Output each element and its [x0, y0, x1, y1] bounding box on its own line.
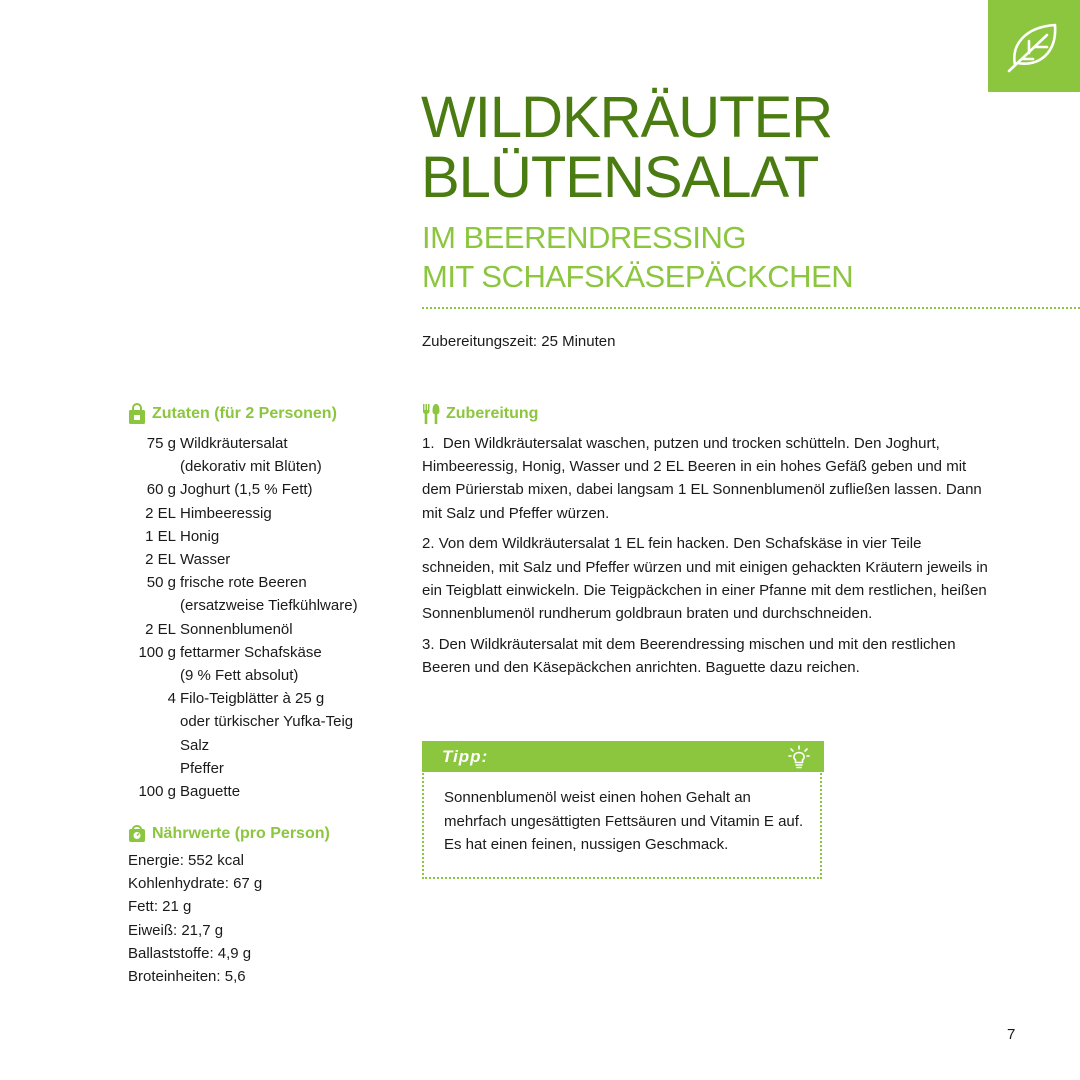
step-number: 3. — [422, 635, 435, 653]
step-3 — [422, 633, 992, 679]
ingredients-heading-text: Zutaten (für 2 Personen) — [152, 405, 337, 422]
list-item: (dekorativ mit Blüten) — [180, 458, 322, 476]
step-text: Den Wildkräutersalat mit dem Beerendressing mischen und mit den restlichen Beeren und den Käsepäckchen anrichten. Baguette dazu reichen. — [422, 635, 956, 676]
list-item: Pfeffer — [180, 759, 224, 777]
recipe-subtitle — [422, 218, 853, 296]
list-item: 50 g frische rote Beeren — [146, 574, 307, 592]
list-item: Ballaststoffe: 4,9 g — [128, 944, 252, 962]
step-number: 1. — [422, 435, 435, 452]
list-item: 75 g Wildkräutersalat — [146, 435, 288, 452]
tip-box — [422, 741, 822, 879]
step-2 — [422, 532, 992, 625]
list-item: Broteinheiten: 5,6 — [128, 968, 246, 986]
ingredient-list — [128, 432, 358, 803]
title-line-1: WILDKRÄUTER — [421, 85, 833, 150]
list-item: 60 g Joghurt (1,5 % Fett) — [146, 481, 313, 499]
list-item: Eiweiß: 21,7 g — [128, 921, 224, 939]
list-item: oder türkischer Yufka-Teig — [180, 713, 354, 731]
list-item: Salz — [180, 736, 210, 754]
tip-header — [422, 741, 824, 772]
step-number: 2. — [422, 535, 435, 553]
cutlery-icon — [422, 403, 440, 425]
title-line-2: BLÜTENSALAT — [421, 145, 819, 210]
ingredients-heading — [128, 403, 337, 425]
nutrition-heading-text: Nährwerte (pro Person) — [152, 825, 330, 842]
preparation-steps — [422, 432, 992, 687]
prep-time: Zubereitungszeit: 25 Minuten — [422, 333, 616, 350]
list-item: (9 % Fett absolut) — [180, 667, 299, 685]
step-text: Von dem Wildkräutersalat 1 EL fein hacken. Den Schafskäse in vier Teile schneiden, mit Salz und Pfeffer würzen und mit einigen gehackten Kräutern jeweils in ein Teigblatt einwickeln. Die Teigpäckchen in einer Pfanne mit dem restlichen, heißen Sonnenblumenöl rundherum goldbraun braten und durchschneiden. — [422, 535, 988, 622]
tip-label: Tipp: — [442, 746, 489, 766]
leaf-icon — [1003, 15, 1065, 77]
list-item: Energie: 552 kcal — [128, 852, 244, 869]
title-divider — [422, 307, 1080, 309]
list-item: 2 EL Sonnenblumenöl — [145, 620, 293, 638]
list-item: 100 g fettarmer Schafskäse — [138, 643, 322, 661]
subtitle-line-1: IM BEERENDRESSING — [422, 220, 746, 255]
page-number: 7 — [1007, 1026, 1016, 1043]
lightbulb-icon — [788, 745, 810, 769]
list-item: 1 EL Honig — [145, 527, 220, 545]
step-text: Den Wildkräutersalat waschen, putzen und trocken schütteln. Den Joghurt, Himbeeressig, Honig, Wasser und 2 EL Beeren in ein hohes Gefäß geben und mit dem Pürierstab mixen, dabei langsam 1 EL Sonnenblumenöl zufließen lassen. Dann mit Salz und Pfeffer würzen. — [422, 435, 982, 522]
preparation-heading — [422, 403, 538, 425]
nutrition-list — [128, 849, 262, 988]
tip-text: Sonnenblumenöl weist einen hohen Gehalt an mehrfach ungesättigten Fettsäuren und Vitamin E auf. Es hat einen feinen, nussigen Geschmack. — [444, 789, 804, 853]
subtitle-line-2: MIT SCHAFSKÄSEPÄCKCHEN — [422, 259, 854, 294]
list-item: 2 EL Himbeeressig — [145, 504, 272, 522]
list-item: Kohlenhydrate: 67 g — [128, 875, 263, 893]
step-1 — [422, 432, 992, 525]
preparation-heading-text: Zubereitung — [446, 405, 539, 422]
shopping-bag-icon — [128, 403, 146, 425]
list-item: 2 EL Wasser — [145, 551, 231, 569]
list-item: 4 Filo-Teigblätter à 25 g — [167, 690, 325, 708]
list-item: Fett: 21 g — [128, 898, 192, 916]
recipe-title — [421, 85, 833, 210]
corner-tab — [988, 0, 1080, 92]
scale-icon — [128, 825, 146, 843]
list-item: 100 g Baguette — [138, 783, 241, 801]
nutrition-heading — [128, 825, 330, 843]
list-item: (ersatzweise Tiefkühlware) — [180, 597, 358, 615]
